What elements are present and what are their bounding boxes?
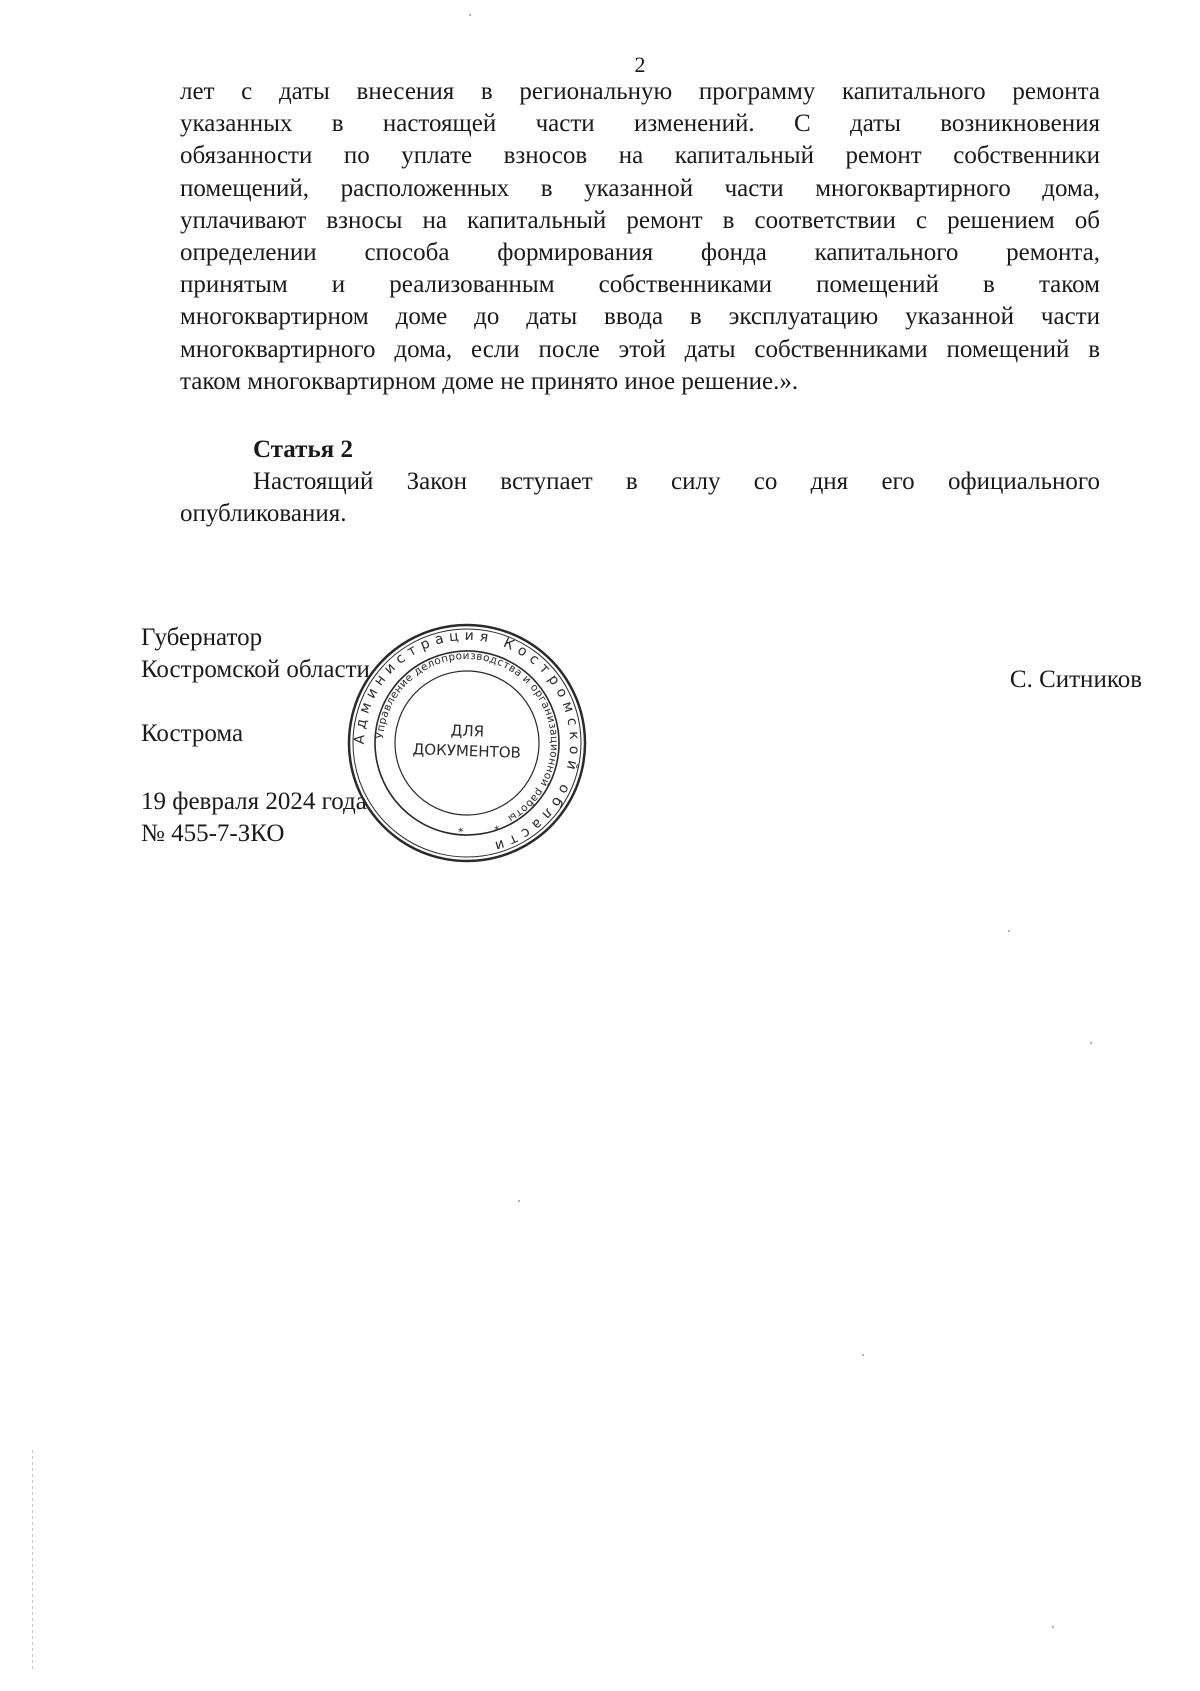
signatory-title — [141, 622, 370, 686]
body-line: определении способа формирования фонда капитального ремонта, — [180, 239, 1100, 267]
article-paragraph — [180, 466, 1100, 530]
article-line: опубликования. — [180, 500, 347, 528]
stamp-inner-path: Управление делопроизводства и организационной работы — [374, 649, 561, 825]
body-line: лет с даты внесения в региональную программу капитального ремонта — [180, 78, 1100, 105]
official-stamp — [346, 622, 588, 864]
signatory-title-line2: Костромской области — [141, 656, 370, 683]
scan-speck — [862, 1354, 864, 1356]
signatory-name: С. Ситников — [1009, 666, 1142, 693]
scan-speck — [518, 1200, 520, 1202]
stamp-star-icon: * — [493, 823, 501, 837]
body-line: многоквартирном доме до даты ввода в эксплуатацию указанной части — [180, 303, 1100, 331]
city: Кострома — [141, 720, 244, 747]
scan-edge-line — [32, 1450, 33, 1670]
scan-speck — [469, 14, 471, 16]
body-line: принятым и реализованным собственниками помещений в таком — [180, 271, 1100, 299]
body-line: многоквартирного дома, если после этой даты собственниками помещений в — [180, 335, 1100, 363]
article-heading: Статья 2 — [253, 436, 353, 463]
page-number: 2 — [634, 52, 646, 77]
signatory-title-line1: Губернатор — [141, 624, 263, 651]
article-line: Настоящий Закон вступает в силу со дня его официального — [253, 468, 1100, 495]
body-line: обязанности по уплате взносов на капитальный ремонт собственники — [180, 142, 1100, 170]
stamp-outer-path: Администрация Костромской области — [351, 627, 583, 856]
date-number-block — [141, 786, 367, 850]
signing-date: 19 февраля 2024 года — [141, 788, 367, 815]
scan-speck — [1008, 930, 1010, 932]
stamp-center-line2: ДОКУМЕНТОВ — [412, 740, 522, 762]
body-line: указанных в настоящей части изменений. С даты возникновения — [180, 110, 1100, 138]
scan-speck — [1052, 1626, 1054, 1628]
body-paragraph — [180, 76, 1100, 398]
law-number: № 455-7-ЗКО — [141, 820, 285, 847]
stamp-center-line1: ДЛЯ — [450, 721, 485, 741]
body-line: уплачивают взносы на капитальный ремонт в соответствии с решением об — [180, 206, 1100, 234]
scan-speck — [1090, 1042, 1092, 1044]
stamp-star-icon: * — [457, 825, 465, 840]
body-line: помещений, расположенных в указанной части многоквартирного дома, — [180, 174, 1100, 202]
body-line: таком многоквартирном доме не принято иное решение.». — [180, 367, 799, 395]
